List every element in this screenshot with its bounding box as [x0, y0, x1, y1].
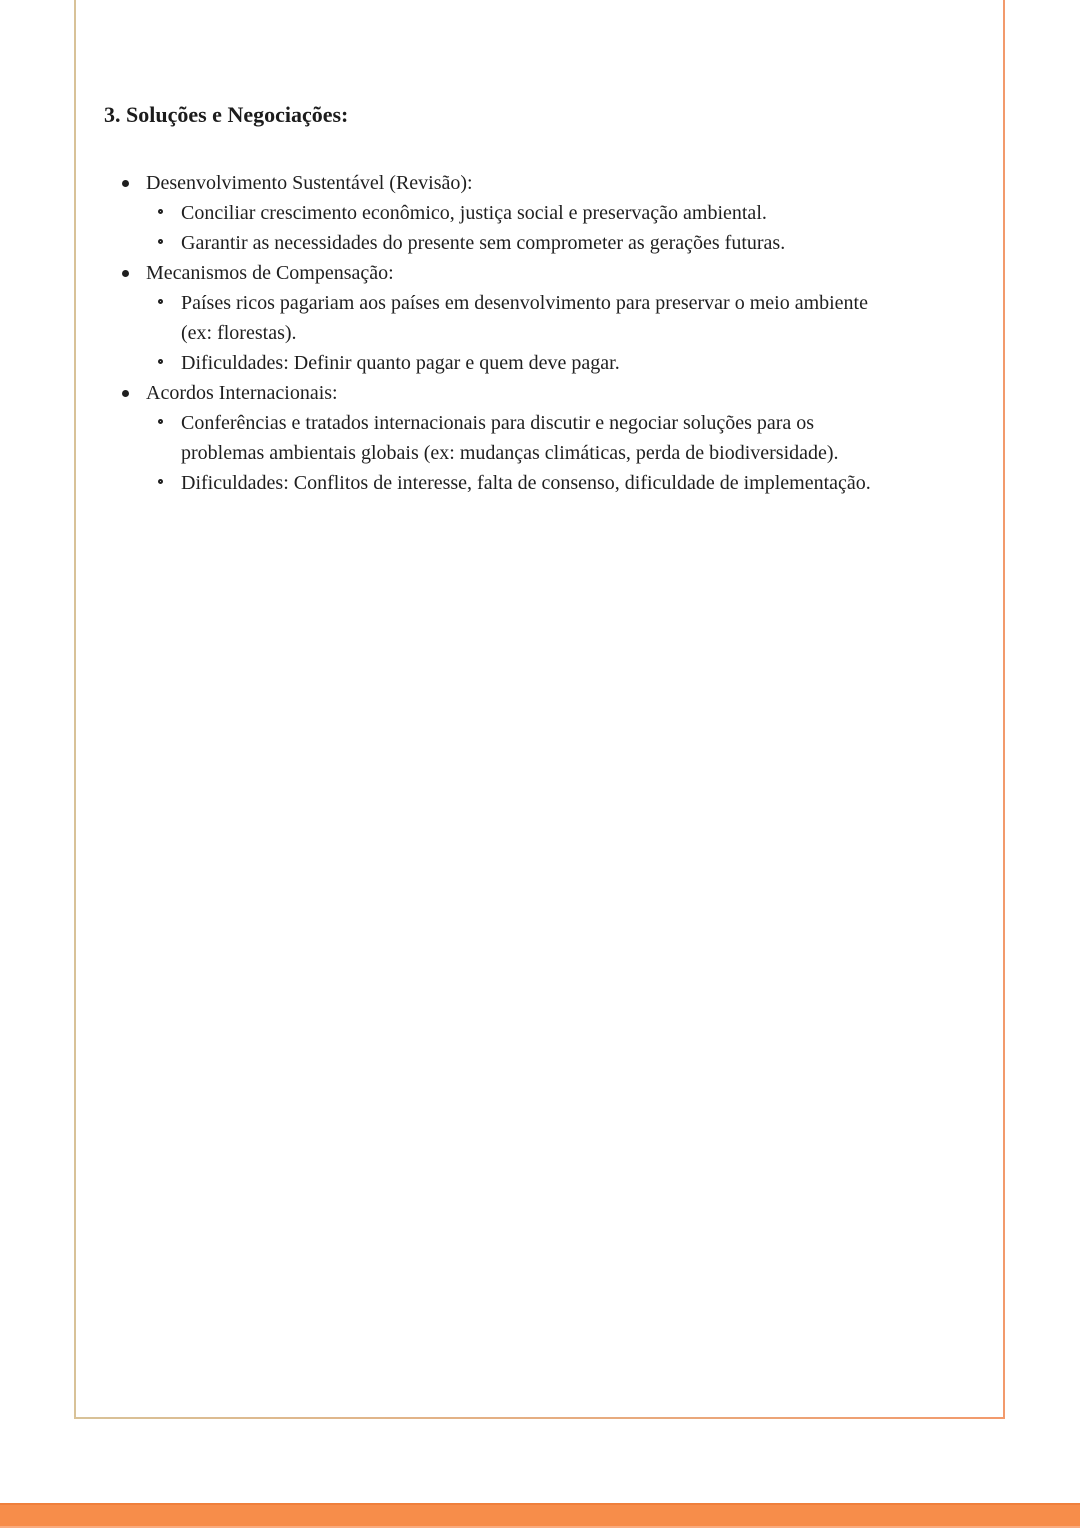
list-subitem	[104, 408, 1000, 438]
list-item	[104, 378, 1000, 408]
bullet-list	[104, 168, 1000, 498]
subitem-text: Garantir as necessidades do presente sem comprometer as gerações futuras.	[181, 232, 786, 254]
bullet-icon	[122, 270, 129, 277]
subitem-text: (ex: florestas).	[181, 322, 297, 344]
subitem-text: Países ricos pagariam aos países em desenvolvimento para preservar o meio ambiente	[181, 292, 868, 314]
circle-bullet-icon	[158, 209, 163, 214]
bullet-icon	[122, 390, 129, 397]
list-item	[104, 258, 1000, 288]
subitem-text: Dificuldades: Conflitos de interesse, falta de consenso, dificuldade de implementação.	[181, 472, 871, 494]
list-subitem	[104, 228, 1000, 258]
subitem-text: problemas ambientais globais (ex: mudanças climáticas, perda de biodiversidade).	[181, 442, 839, 464]
circle-bullet-icon	[158, 359, 163, 364]
bullet-label: Desenvolvimento Sustentável (Revisão):	[146, 172, 473, 194]
footer-accent-bar	[0, 1503, 1080, 1528]
list-item	[104, 168, 1000, 198]
subitem-text: Dificuldades: Definir quanto pagar e quem deve pagar.	[181, 352, 620, 374]
list-subitem-continuation	[104, 438, 1000, 468]
bullet-label: Mecanismos de Compensação:	[146, 262, 394, 284]
list-subitem	[104, 348, 1000, 378]
circle-bullet-icon	[158, 479, 163, 484]
circle-bullet-icon	[158, 239, 163, 244]
bullet-label: Acordos Internacionais:	[146, 382, 338, 404]
subitem-text: Conciliar crescimento econômico, justiça social e preservação ambiental.	[181, 202, 767, 224]
list-subitem-continuation	[104, 318, 1000, 348]
bullet-icon	[122, 180, 129, 187]
subitem-text: Conferências e tratados internacionais para discutir e negociar soluções para os	[181, 412, 815, 434]
section-heading: 3. Soluções e Negociações:	[104, 102, 349, 127]
circle-bullet-icon	[158, 419, 163, 424]
list-subitem	[104, 198, 1000, 228]
circle-bullet-icon	[158, 299, 163, 304]
list-subitem	[104, 468, 1000, 498]
list-subitem	[104, 288, 1000, 318]
